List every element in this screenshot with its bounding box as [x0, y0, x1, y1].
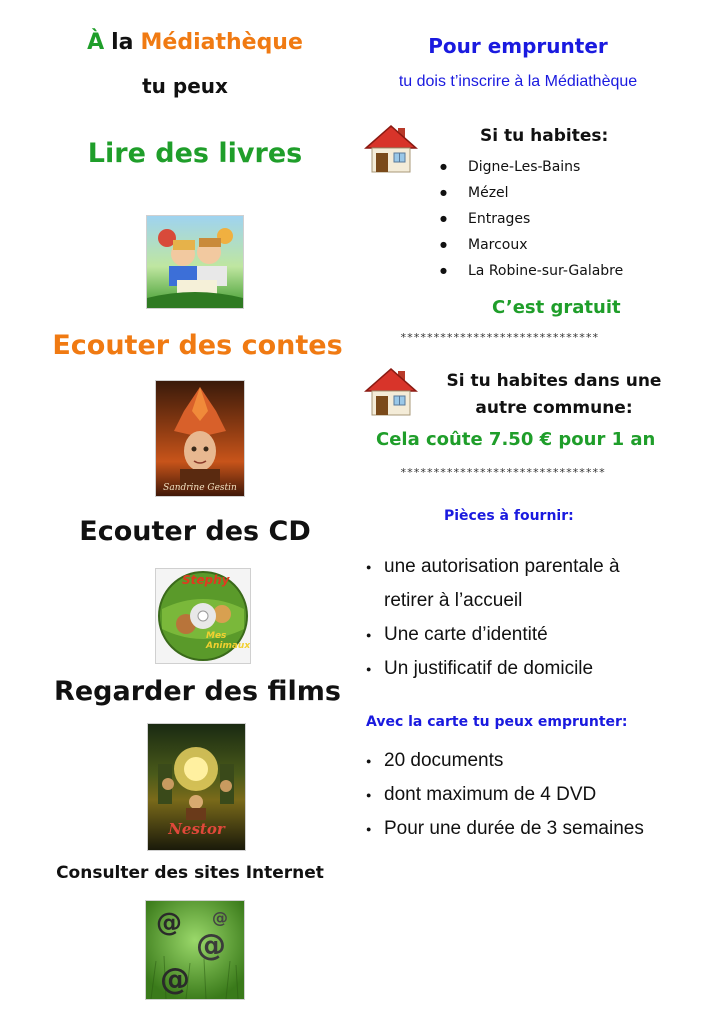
heading-la: la	[111, 30, 134, 55]
activity-films: Regarder des films	[54, 676, 341, 707]
children-reading-image	[146, 215, 244, 309]
film-cover-image	[147, 723, 246, 851]
cost-text: Cela coûte 7.50 € pour 1 an	[376, 429, 656, 450]
list-item: ● une autorisation parentale à	[366, 550, 686, 584]
cd-cover-bottom: Mes Animaux	[206, 631, 251, 651]
list-item: ● Un justificatif de domicile	[366, 652, 686, 686]
other-heading	[428, 368, 680, 422]
card-list	[366, 744, 686, 846]
activity-books: Lire des livres	[87, 138, 303, 169]
separator-1: ******************************	[400, 331, 599, 344]
activity-tales: Ecouter des contes	[52, 330, 343, 361]
svg-text:@: @	[160, 962, 190, 997]
documents-heading: Pièces à fournir:	[444, 508, 574, 524]
list-item: ● Entrages	[440, 206, 680, 232]
internet-image	[145, 900, 245, 1000]
svg-text:@: @	[196, 928, 226, 963]
list-item: ● Mézel	[440, 180, 680, 206]
list-item: ● Marcoux	[440, 232, 680, 258]
svg-text:@: @	[212, 908, 228, 927]
left-heading	[40, 30, 350, 55]
tales-cover-author: Sandrine Gestin	[163, 483, 237, 493]
free-text: C’est gratuit	[492, 297, 621, 318]
card-heading: Avec la carte tu peux emprunter:	[366, 714, 628, 730]
house-icon	[362, 363, 420, 421]
separator-2: *******************************	[400, 466, 606, 479]
heading-a: À	[87, 30, 105, 55]
list-item: ● dont maximum de 4 DVD	[366, 778, 686, 812]
list-item: ● 20 documents	[366, 744, 686, 778]
list-item: ● Digne-Les-Bains	[440, 154, 680, 180]
list-item-continuation: retirer à l’accueil	[384, 590, 523, 611]
other-heading-line1: Si tu habites dans une	[446, 371, 662, 391]
towns-list	[440, 154, 680, 284]
tales-cover-image	[155, 380, 245, 497]
film-cover-title: Nestor	[168, 820, 225, 838]
activity-cd: Ecouter des CD	[79, 516, 311, 547]
documents-list	[366, 550, 686, 686]
house-icon	[362, 120, 420, 178]
svg-text:@: @	[156, 908, 182, 938]
right-subtitle: tu dois t’inscrire à la Médiathèque	[398, 73, 638, 90]
activity-internet: Consulter des sites Internet	[56, 863, 324, 883]
list-item: ● Pour une durée de 3 semaines	[366, 812, 686, 846]
cd-cover-image	[155, 568, 251, 664]
list-item: ● Une carte d’identité	[366, 618, 686, 652]
list-item: ● La Robine-sur-Galabre	[440, 258, 680, 284]
left-subheading: tu peux	[142, 74, 228, 98]
residents-heading: Si tu habites:	[480, 126, 609, 146]
right-title: Pour emprunter	[428, 34, 608, 58]
cd-cover-top: Stephy	[182, 573, 230, 587]
other-heading-line2: autre commune:	[475, 398, 633, 418]
heading-mediatheque: Médiathèque	[140, 30, 303, 55]
